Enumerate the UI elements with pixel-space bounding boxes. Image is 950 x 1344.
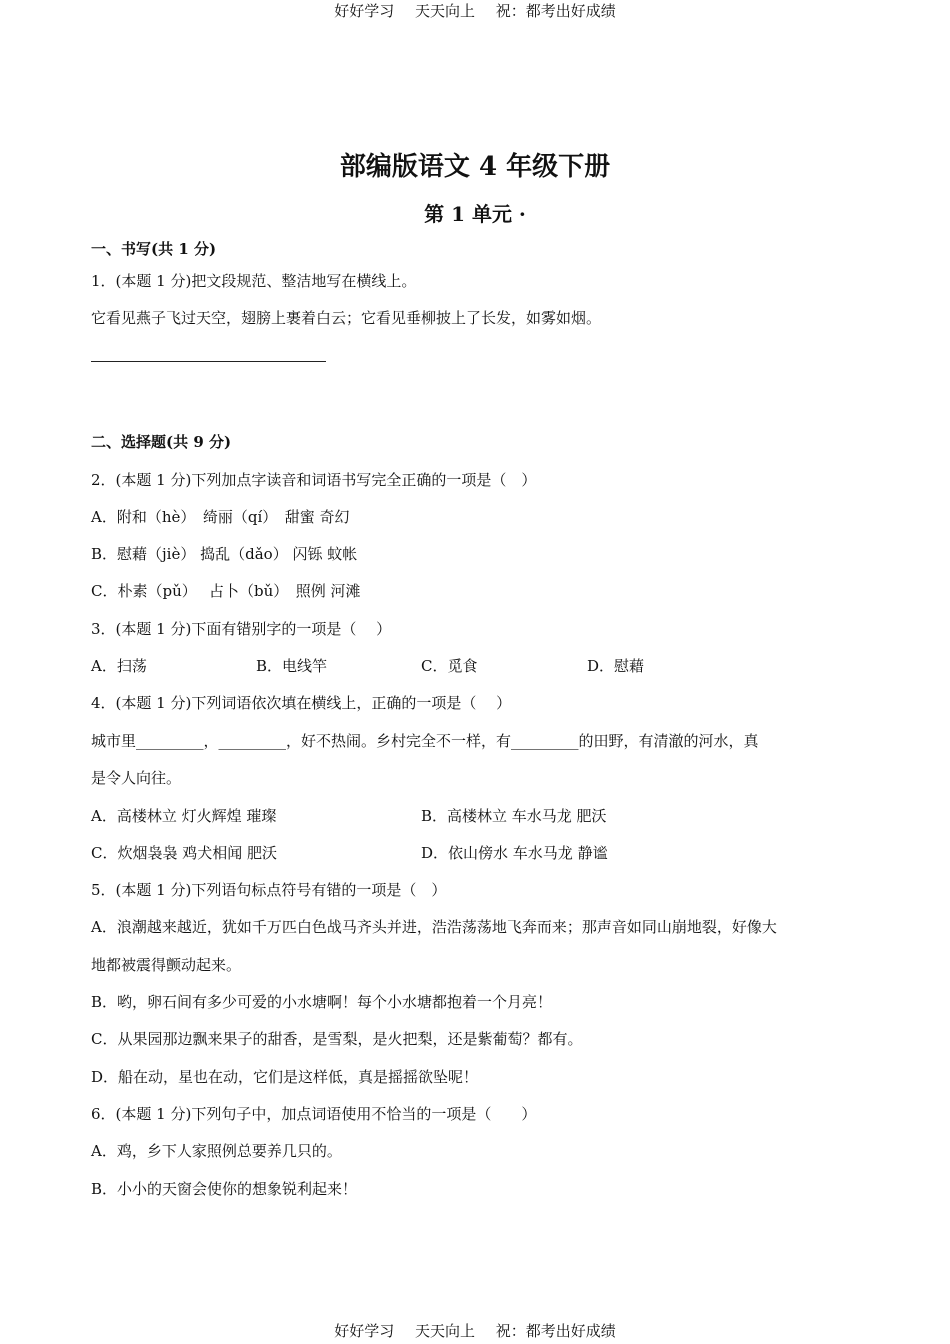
unit-subtitle: 第 1 单元 · xyxy=(424,202,526,226)
question-4: 4．(本题 1 分)下列词语依次填在横线上，正确的一项是（ ） xyxy=(91,694,512,712)
question-6: 6．(本题 1 分)下列句子中，加点词语使用不恰当的一项是（ ） xyxy=(91,1105,537,1123)
writing-blank-line xyxy=(91,361,326,362)
question-4-passage-line-1: 城市里_________，_________，好不热闹。乡村完全不一样，有_________的田野，有清澈的河水，真 xyxy=(91,732,759,750)
question-4-option-a: A．高楼林立 灯火辉煌 璀璨 xyxy=(91,807,277,825)
section-2-heading: 二、选择题(共 9 分) xyxy=(91,433,232,451)
question-4-option-c: C．炊烟袅袅 鸡犬相闻 肥沃 xyxy=(91,844,278,862)
section-1-heading: 一、书写(共 1 分) xyxy=(91,240,217,258)
question-3-option-d: D．慰藉 xyxy=(587,657,645,675)
page-footer xyxy=(0,1320,950,1341)
question-2-option-a: A．附和（hè） 绮丽（qí） 甜蜜 奇幻 xyxy=(91,508,350,526)
question-5-option-b: B．哟，卵石间有多少可爱的小水塘啊！每个小水塘都抱着一个月亮！ xyxy=(91,993,553,1011)
question-6-option-b: B．小小的天窗会使你的想象锐利起来！ xyxy=(91,1180,358,1198)
footer-motto-2: 天天向上 xyxy=(414,1322,475,1340)
question-4-option-d: D．依山傍水 车水马龙 静谧 xyxy=(421,844,608,862)
question-3-option-b: B．电线竿 xyxy=(256,657,328,675)
header-motto-2: 天天向上 xyxy=(414,2,475,20)
question-6-option-a: A．鸡，乡下人家照例总要养几只的。 xyxy=(91,1142,342,1160)
page-header xyxy=(0,0,950,21)
footer-motto-3: 祝：都考出好成绩 xyxy=(495,1322,616,1340)
question-5-option-a-line-2: 地都被震得颤动起来。 xyxy=(91,956,242,974)
question-2: 2．(本题 1 分)下列加点字读音和词语书写完全正确的一项是（ ） xyxy=(91,471,537,489)
document-title: 部编版语文 4 年级下册 xyxy=(339,152,611,182)
question-5: 5．(本题 1 分)下列语句标点符号有错的一项是（ ） xyxy=(91,881,447,899)
question-1: 1．(本题 1 分)把文段规范、整洁地写在横线上。 xyxy=(91,272,417,290)
question-2-option-b: B．慰藉（jiè） 捣乱（dǎo） 闪铄 蚊帐 xyxy=(91,545,358,563)
question-3: 3．(本题 1 分)下面有错别字的一项是（ ） xyxy=(91,620,392,638)
footer-motto-1: 好好学习 xyxy=(334,1322,395,1340)
question-5-option-d: D．船在动，星也在动，它们是这样低，真是摇摇欲坠呢！ xyxy=(91,1068,479,1086)
question-3-option-a: A．扫荡 xyxy=(91,657,147,675)
header-motto-3: 祝：都考出好成绩 xyxy=(495,2,616,20)
question-2-option-c: C．朴素（pǔ） 占卜（bǔ） 照例 河滩 xyxy=(91,582,361,600)
question-4-passage-line-2: 是令人向往。 xyxy=(91,769,182,787)
question-5-option-c: C．从果园那边飘来果子的甜香，是雪梨，是火把梨，还是紫葡萄？都有。 xyxy=(91,1030,583,1048)
question-3-option-c: C．觅食 xyxy=(421,657,478,675)
question-1-passage: 它看见燕子飞过天空，翅膀上裹着白云；它看见垂柳披上了长发，如雾如烟。 xyxy=(91,309,602,327)
header-motto-1: 好好学习 xyxy=(334,2,395,20)
question-5-option-a-line-1: A．浪潮越来越近，犹如千万匹白色战马齐头并进，浩浩荡荡地飞奔而来；那声音如同山崩地裂，好像大 xyxy=(91,918,777,936)
question-4-option-b: B．高楼林立 车水马龙 肥沃 xyxy=(421,807,607,825)
